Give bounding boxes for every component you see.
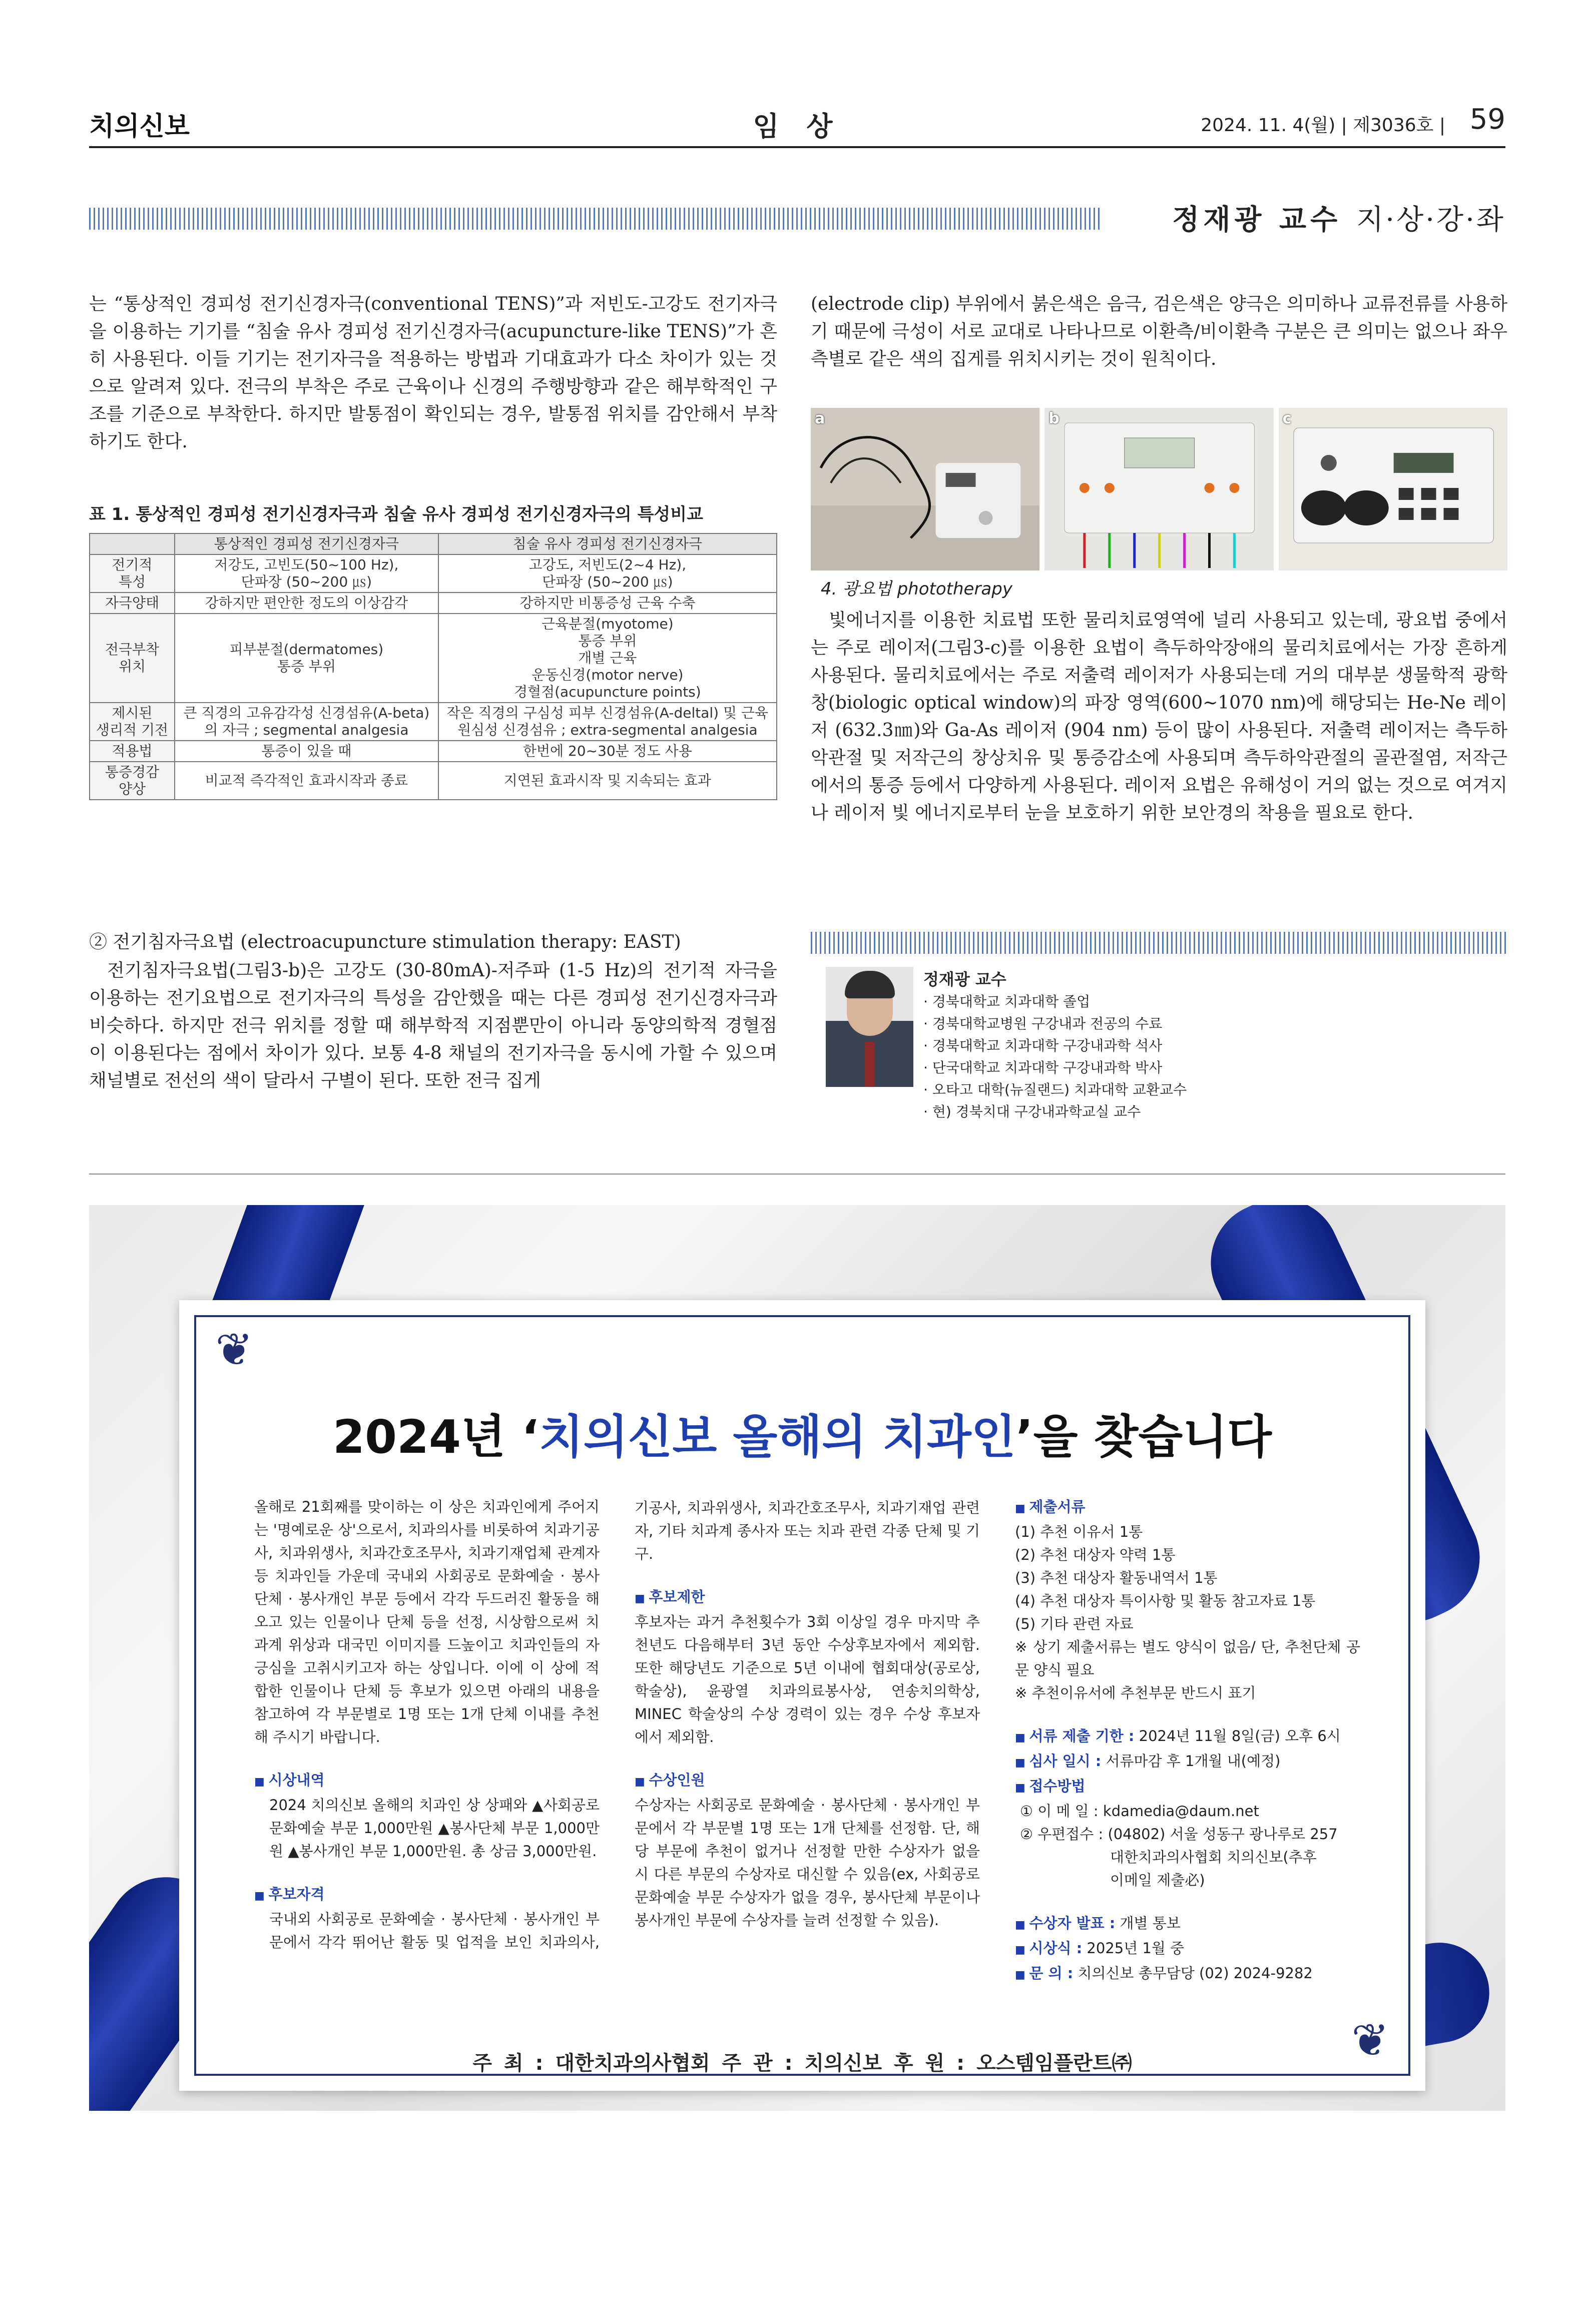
table-header: 통상적인 경피성 전기신경자극 [175,533,438,554]
series-title: 지·상·강·좌 [1356,204,1505,236]
table-row [90,741,777,762]
ad-method-item: ② 우편접수 : (04802) 서울 성동구 광나루로 257 [1020,1826,1338,1843]
ad-method-item: 대한치과의사협회 치의신보(추후 [1110,1849,1317,1866]
column-1-text: 는 “통상적인 경피성 전기신경자극(conventional TENS)”과 저빈도-고강도 전기자극을 이용하는 기기를 “침술 유사 경피성 전기신경자극(acupuncture-like TENS)”가 흔히 사용된다. 이들 기기는 전기자극을 적용하는 방법과 기대효과가 다소 차이가 있는 것으로 알려져 있다. 전극의 부착은 주로 근육이나 신경의 주행방향과 같은 해부학적인 구조를 기준으로 부착한다. 하지만 발통점이 확인되는 경우, 발통점 위치를 감안해서 부착하기도 한다. [89,294,777,452]
column-1-subheading: ② 전기침자극요법 (electroacupuncture stimulation therapy: EAST) [89,932,681,952]
ad-limit-body: 후보자는 과거 추천횟수가 3회 이상일 경우 마지막 추천년도 다음해부터 3년 동안 수상후보자에서 제외함. 또한 해당년도 기준으로 5년 이내에 협회대상(공로상, 학술상), 윤광열 치과의료봉사상, 연송치의학상, MINEC 학술상의 수상 경력이 있는 경우 수상 후보자에서 제외함. [635,1613,980,1746]
page-header [89,105,1505,140]
table-header [90,533,175,554]
ad-column-1 [254,1495,600,1954]
row-header-cell: 적용법 [90,741,175,762]
award-advertisement [89,1205,1505,2111]
bio-item: · 오타고 대학(뉴질랜드) 치과대학 교환교수 [923,1079,1187,1101]
electroacupuncture-device-photo [1044,408,1273,570]
ad-qual-body: 국내외 사회공로 문화예술 · 봉사단체 · 봉사개인 부문에서 각각 뛰어난 활동 및 업적을 보인 치과의사, [269,1911,600,1951]
table-cell: 강하지만 비통증성 근육 수축 [438,593,777,614]
ad-column-3 [1015,1495,1360,1987]
ad-card [179,1300,1425,2091]
photo-label: a [815,410,825,427]
table-row [90,762,777,800]
ad-contact: ■ 문 의 : 치의신보 총무담당 (02) 2024-9282 [1015,1962,1360,1987]
table-cell: 한번에 20~30분 정도 사용 [438,741,777,762]
row-header-cell: 자극양태 [90,593,175,614]
ad-doc-item: (5) 기타 관련 자료 [1015,1615,1134,1632]
photo-label: c [1282,410,1292,427]
table-row [90,703,777,741]
laser-device-photo [1279,408,1507,570]
ad-num-body: 수상자는 사회공로 문화예술 · 봉사단체 · 봉사개인 부문에서 각 부문별 1명 또는 1개 단체를 선정함. 단, 해당 부문에 추천이 없거나 선정할 만한 수상자가 없을 시 다른 부문의 수상자로 대신할 수 있음(ex, 사회공로 문화예술 부문 수상자가 없을 경우, 봉사단체 부문이나 봉사개인 부문에 수상자를 늘려 선정할 수 있음). [635,1797,980,1929]
section-title: 임 상 [753,110,842,142]
tens-device-photo [811,408,1039,570]
ad-announce: ■ 수상자 발표 : 개별 통보 [1015,1912,1360,1937]
table-cell: 저강도, 고빈도(50~100 Hz), 단파장 (50~200 ㎲) [175,554,438,593]
ad-doc-item: (4) 추천 대상자 특이사항 및 활동 참고자료 1통 [1015,1592,1316,1609]
ad-ceremony: ■ 시상식 : 2025년 1월 중 [1015,1937,1360,1962]
figure-photos [811,408,1507,570]
ad-heading: ■ 접수방법 [1015,1775,1360,1800]
ornament-icon: ❦ [215,1324,253,1376]
ad-award-body: 2024 치의신보 올해의 치과인 상 상패와 ▲사회공로 문화예술 부문 1,000만원 ▲봉사단체 부문 1,000만원 ▲봉사개인 부문 1,000만원. 총 상금 3,000만원. [269,1797,600,1860]
bio-item: · 단국대학교 치과대학 구강내과학 박사 [923,1057,1187,1079]
table-cell: 작은 직경의 구심성 피부 신경섬유(A-deltal) 및 근육 원심성 신경섬유 ; extra-segmental analgesia [438,703,777,741]
ornament-icon: ❦ [1351,2014,1389,2067]
ad-footer: 주 최 : 대한치과의사협회 주 관 : 치의신보 후 원 : 오스템임플란트㈜ [472,2052,1132,2075]
ad-title-highlight: 치의신보 올해의 치과인 [539,1410,1016,1464]
table-cell: 지연된 효과시작 및 지속되는 효과 [438,762,777,800]
author-bio [811,932,1507,1120]
row-header-cell: 전극부착 위치 [90,614,175,703]
table-cell: 큰 직경의 고유감각성 신경섬유(A-beta)의 자극 ; segmental analgesia [175,703,438,741]
ad-review: ■ 심사 일시 : 서류마감 후 1개월 내(예정) [1015,1750,1360,1775]
ad-heading: ■ 제출서류 [1015,1495,1360,1520]
ad-doc-item: ※ 상기 제출서류는 별도 양식이 없음/ 단, 추천단체 공문 양식 필요 [1015,1638,1360,1678]
ad-heading: ■ 수상인원 [635,1769,980,1794]
column-1-text-2: 전기침자극요법(그림3-b)은 고강도 (30-80mA)-저주파 (1-5 Hz)의 전기적 자극을 이용하는 전기요법으로 전기자극의 특성을 감안했을 때는 다른 경피성 전기신경자극과 비슷하다. 하지만 전극 위치를 정할 때 해부학적 지점뿐만이 아니라 동양의학적 경혈점이 이용된다는 점에서 차이가 있다. 보통 4-8 채널의 전기자극을 동시에 가할 수 있으며 채널별로 전선의 색이 달라서 구별이 된다. 또한 전극 집게 [89,960,777,1091]
ad-heading: ■ 후보자격 [254,1883,600,1908]
ad-method-item: ① 이 메 일 : kdamedia@daum.net [1020,1803,1259,1820]
table-row [90,554,777,593]
table-cell: 고강도, 저빈도(2~4 Hz), 단파장 (50~200 ㎲) [438,554,777,593]
column-2-text-2: 빛에너지를 이용한 치료법 또한 물리치료영역에 널리 사용되고 있는데, 광요법 중에서는 주로 레이저(그림3-c)를 이용한 요법이 측두하악장애의 물리치료에서는 가장 흔하게 사용된다. 물리치료에서는 주로 저출력 레이저가 사용되는데 거의 대부분 생물학적 광학창(biologic optical window)의 파장 영역(600~1070 nm)에 해당되는 He-Ne 레이저 (632.3㎚)와 Ga-As 레이저 (904 nm) 등이 많이 사용된다. 저출력 레이저는 측두하악관절 및 저작근의 창상치유 및 통증감소에 사용되며 측두하악관절의 골관절염, 저작근에서의 통증 등에서 다양하게 사용된다. 레이저 요법은 유해성이 거의 없는 것으로 여겨지나 레이저 빛 에너지로부터 눈을 보호하기 위한 보안경의 착용을 필요로 한다. [811,610,1507,823]
bio-item: · 경북대학교 치과대학 졸업 [923,991,1187,1013]
ad-method-item: 이메일 제출必) [1110,1872,1205,1889]
bio-name: 정재광 교수 [923,970,1006,989]
author-photo [826,967,913,1087]
table-header: 침술 유사 경피성 전기신경자극 [438,533,777,554]
column-2-subheading: 4. 광요법 phototherapy [821,579,1012,599]
ad-title: 2024년 ‘치의신보 올해의 치과인’을 찾습니다 [332,1410,1272,1464]
bio-bar [811,932,1507,954]
ad-divider [89,1174,1505,1175]
ad-qual-continued: 기공사, 치과위생사, 치과간호조무사, 치과기재업 관련자, 기타 치과계 종사자 또는 치과 관련 각종 단체 및 기구. [635,1499,980,1562]
row-header-cell: 통증경감 양상 [90,762,175,800]
table-row [90,614,777,703]
ad-doc-item: (2) 추천 대상자 약력 1통 [1015,1546,1176,1563]
table-cell: 통증이 있을 때 [175,741,438,762]
bio-item: · 경북대학교병원 구강내과 전공의 수료 [923,1013,1187,1035]
row-header-cell: 전기적 특성 [90,554,175,593]
ad-deadline: ■ 서류 제출 기한 : 2024년 11월 8일(금) 오후 6시 [1015,1724,1360,1750]
ad-doc-item: (1) 추천 이유서 1통 [1015,1523,1143,1540]
series-author: 정재광 교수 [1172,204,1342,236]
publication-name: 치의신보 [89,112,190,142]
comparison-table [89,533,777,800]
table-cell: 근육분절(myotome) 통증 부위 개별 근육 운동신경(motor nerve) 경혈점(acupuncture points) [438,614,777,703]
issue-date: 2024. 11. 4(월) | 제3036호 | [1201,115,1445,136]
table-cell: 피부분절(dermatomes) 통증 부위 [175,614,438,703]
page-number: 59 [1469,103,1505,136]
series-banner [89,198,1505,236]
ad-heading: ■ 시상내역 [254,1769,600,1794]
table-caption: 표 1. 통상적인 경피성 전기신경자극과 침술 유사 경피성 전기신경자극의 특성비교 [89,504,703,524]
ad-column-2 [635,1495,980,1932]
series-bar [89,208,1100,230]
bio-item: · 경북대학교 치과대학 구강내과학 석사 [923,1035,1187,1057]
photo-label: b [1048,410,1059,427]
column-2-text: (electrode clip) 부위에서 붉은색은 음극, 검은색은 양극은 의미하나 교류전류를 사용하기 때문에 극성이 서로 교대로 나타나므로 이환측/비이환측 구분은 큰 의미는 없으나 좌우측별로 같은 색의 집게를 위치시키는 것이 원칙이다. [811,294,1507,369]
table-cell: 강하지만 편안한 정도의 이상감각 [175,593,438,614]
ad-intro: 올해로 21회째를 맞이하는 이 상은 치과인에게 주어지는 '명예로운 상'으로서, 치과의사를 비롯하여 치과기공사, 치과위생사, 치과간호조무사, 치과기재업체 관계자 등 치과인들 가운데 국내외 사회공로 문화예술 · 봉사단체 · 봉사개인 부문 등에서 각각 두드러진 활동을 해오고 있는 인물이나 단체 등을 선정, 시상함으로써 치과계 위상과 대국민 이미지를 드높이고 치과인들의 자긍심을 고취시키고자 하는 상입니다. 이에 이 상에 적합한 인물이나 단체 등 후보가 있으면 아래의 내용을 참고하여 각 부문별로 1명 또는 1개 단체 이내를 추천해 주시기 바랍니다. [254,1498,600,1746]
table-cell: 비교적 즉각적인 효과시작과 종료 [175,762,438,800]
ad-heading: ■ 후보제한 [635,1585,980,1610]
row-header-cell: 제시된 생리적 기전 [90,703,175,741]
bio-item: · 현) 경북치대 구강내과학교실 교수 [923,1101,1187,1123]
ad-doc-item: (3) 추천 대상자 활동내역서 1통 [1015,1569,1218,1586]
header-rule [89,146,1505,148]
table-row [90,593,777,614]
ad-doc-item: ※ 추천이유서에 추천부문 반드시 표기 [1015,1684,1256,1701]
